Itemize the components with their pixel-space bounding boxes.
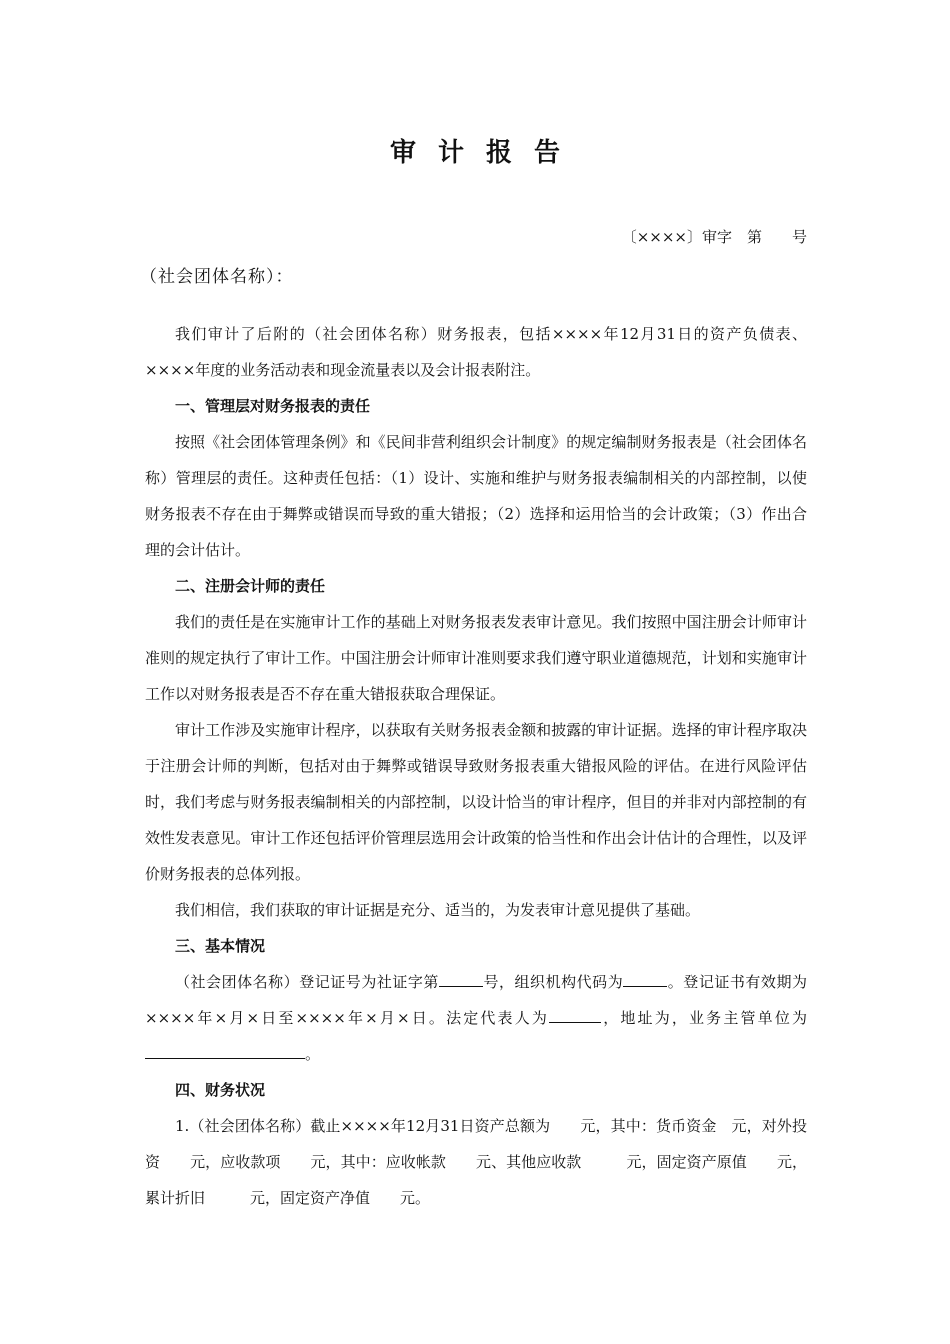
report-title: 审计报告 <box>389 138 582 168</box>
registration-number-blank <box>439 970 483 988</box>
basic-info-text-4: ，地址为 <box>601 1009 672 1027</box>
basic-info-text-1: （社会团体名称）登记证号为社证字第 <box>175 973 439 991</box>
organization-code-blank <box>623 970 667 988</box>
basic-info-text-6: 。 <box>305 1045 321 1063</box>
basic-info-text-2: 号，组织机构代码为 <box>482 973 624 991</box>
legal-representative-blank <box>549 1006 601 1024</box>
auditor-responsibility-paragraph-3: 我们相信，我们获取的审计证据是充分、适当的，为发表审计意见提供了基础。 <box>175 901 701 919</box>
section-heading-basic-info: 三、基本情况 <box>175 937 266 955</box>
basic-info-text-3: 。登记证书有效期为××××年×月×日至××××年×月×日。法定代表人为 <box>145 973 807 1027</box>
financial-status-paragraph: 1.（社会团体名称）截止××××年12月31日资产总额为 元，其中：货币资金 元，对外投资 元，应收款项 元，其中：应收帐款 元、其他应收款 元，固定资产原值 元，累计折旧 元，固定资产净值 元。 <box>145 1117 807 1207</box>
report-body <box>145 316 807 1216</box>
supervising-unit-blank <box>145 1042 305 1060</box>
basic-info-text-5: ，业务主管单位为 <box>671 1009 807 1027</box>
intro-paragraph: 我们审计了后附的（社会团体名称）财务报表，包括××××年12月31日的资产负债表、××××年度的业务活动表和现金流量表以及会计报表附注。 <box>145 325 807 379</box>
addressee: （社会团体名称）： <box>140 267 294 287</box>
auditor-responsibility-paragraph-2: 审计工作涉及实施审计程序，以获取有关财务报表金额和披露的审计证据。选择的审计程序取决于注册会计师的判断，包括对由于舞弊或错误导致财务报表重大错报风险的评估。在进行风险评估时，我们考虑与财务报表编制相关的内部控制，以设计恰当的审计程序，但目的并非对内部控制的有效性发表意见。审计工作还包括评价管理层选用会计政策的恰当性和作出会计估计的合理性，以及评价财务报表的总体列报。 <box>145 721 807 883</box>
management-responsibility-paragraph: 按照《社会团体管理条例》和《民间非营利组织会计制度》的规定编制财务报表是（社会团体名称）管理层的责任。这种责任包括：（1）设计、实施和维护与财务报表编制相关的内部控制，以使财务报表不存在由于舞弊或错误而导致的重大错报；（2）选择和运用恰当的会计政策；（3）作出合理的会计估计。 <box>145 433 807 559</box>
section-heading-management: 一、管理层对财务报表的责任 <box>175 397 371 415</box>
basic-info-paragraph <box>145 964 807 1072</box>
section-heading-financial-status: 四、财务状况 <box>175 1081 266 1099</box>
document-number: 〔××××〕审字 第 号 <box>621 228 807 246</box>
section-heading-auditor: 二、注册会计师的责任 <box>175 577 326 595</box>
auditor-responsibility-paragraph-1: 我们的责任是在实施审计工作的基础上对财务报表发表审计意见。我们按照中国注册会计师审计准则的规定执行了审计工作。中国注册会计师审计准则要求我们遵守职业道德规范，计划和实施审计工作以对财务报表是否不存在重大错报获取合理保证。 <box>145 613 807 703</box>
